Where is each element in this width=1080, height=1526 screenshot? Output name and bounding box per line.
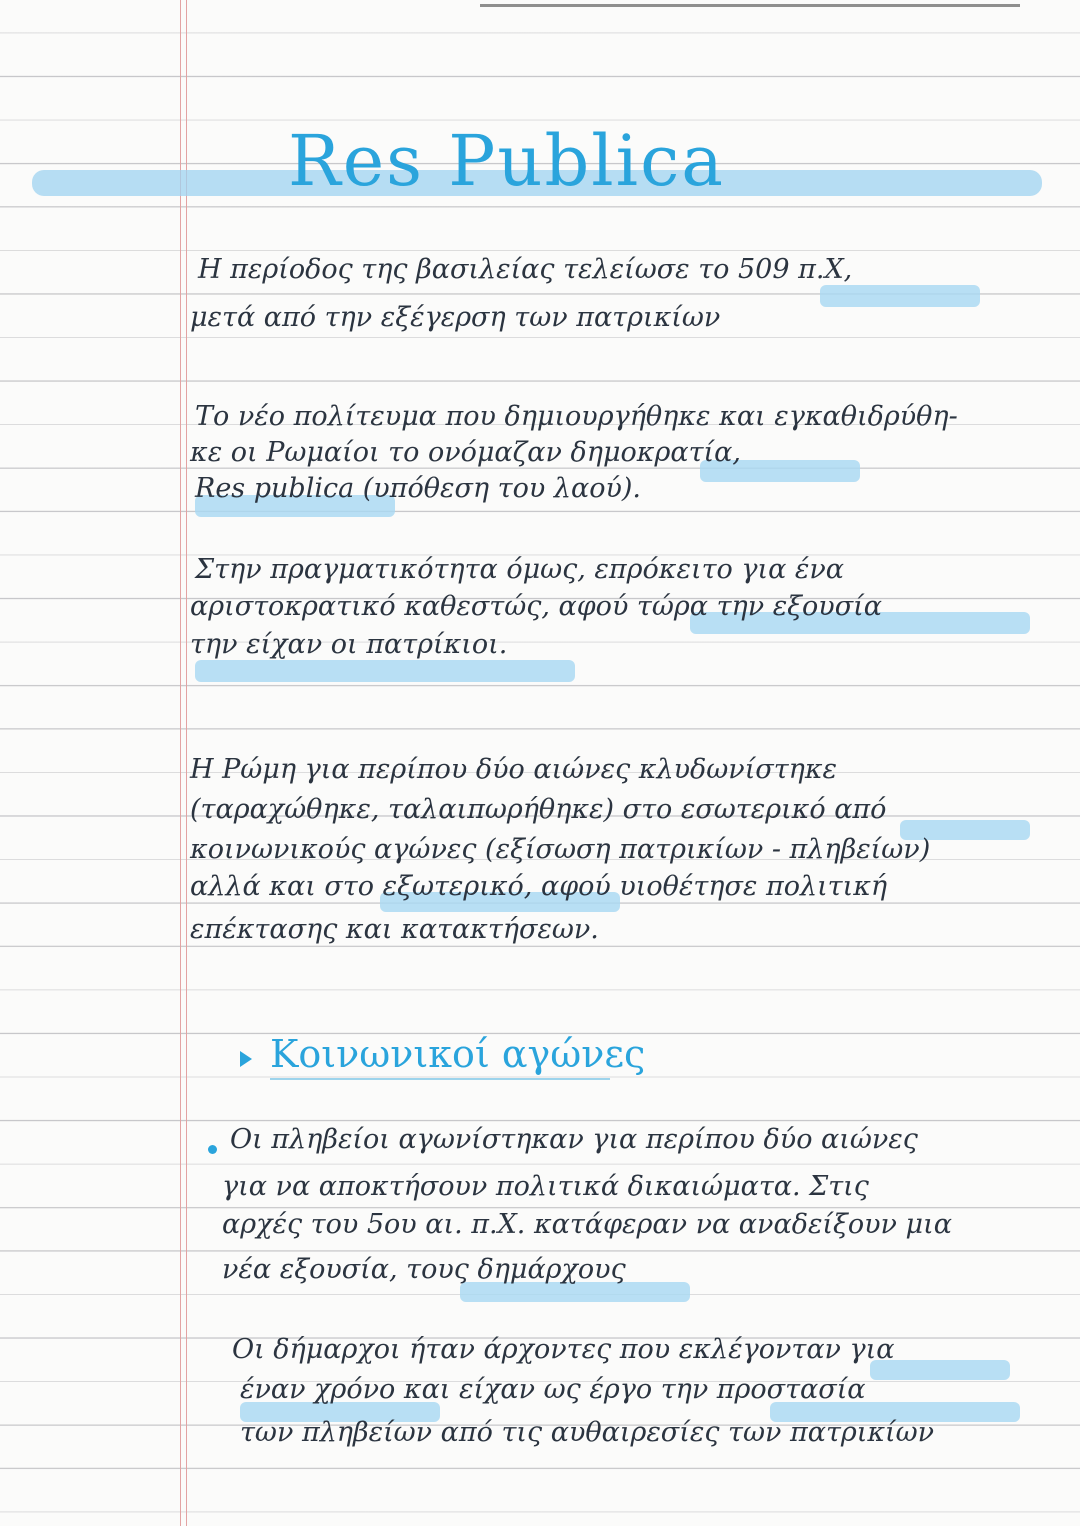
margin-line [180,0,181,1526]
section-heading-text: Κοινωνικοί αγώνες [270,1032,646,1076]
text-line: Res publica (υπόθεση του λαού). [195,473,641,504]
text-line: κε οι Ρωμαίοι το ονόμαζαν δημοκρατία, [190,437,741,468]
text-line: Η περίοδος της βασιλείας τελείωσε το 509 π.Χ, [198,254,853,285]
margin-line [186,0,187,1526]
text-line: για να αποκτήσουν πολιτικά δικαιώματα. Στις [222,1171,869,1202]
text-line: Στην πραγματικότητα όμως, επρόκειτο για ένα [195,554,845,585]
text-line: Η Ρώμη για περίπου δύο αιώνες κλυδωνίστηκε [190,754,838,785]
text-line: Οι πληβείοι αγωνίστηκαν για περίπου δύο αιώνες [230,1124,918,1155]
section-heading [240,1032,645,1076]
text-line: Οι δήμαρχοι ήταν άρχοντες που εκλέγονταν για [232,1334,895,1365]
text-line: έναν χρόνο και είχαν ως έργο την προστασία [240,1374,866,1405]
text-line: την είχαν οι πατρίκιοι. [190,629,508,660]
text-line: επέκτασης και κατακτήσεων. [190,914,599,945]
text-line: μετά από την εξέγερση των πατρικίων [190,302,721,333]
text-line: των πληβείων από τις αυθαιρεσίες των πατρικίων [240,1417,935,1448]
page-title: Res Publica [288,120,726,202]
text-line: (ταραχώθηκε, ταλαιπωρήθηκε) στο εσωτερικό από [190,794,887,825]
highlight-mark [195,660,575,682]
text-line: αλλά και στο εξωτερικό, αφού υιοθέτησε πολιτική [190,871,888,902]
text-line: Το νέο πολίτευμα που δημιουργήθηκε και εγκαθιδρύθη- [195,401,958,432]
triangle-bullet-icon [240,1051,252,1067]
heading-underline [270,1078,610,1080]
bullet-dot-icon [208,1145,217,1154]
highlight-mark [820,285,980,307]
text-line: κοινωνικούς αγώνες (εξίσωση πατρικίων - πληβείων) [190,834,931,865]
text-line: αρχές του 5ου αι. π.Χ. κατάφεραν να αναδείξουν μια [222,1209,952,1240]
top-edge-line [480,4,1020,7]
highlight-mark [460,1282,690,1302]
text-line: αριστοκρατικό καθεστώς, αφού τώρα την εξουσία [190,591,882,622]
text-line: νέα εξουσία, τους δημάρχους [222,1254,626,1285]
